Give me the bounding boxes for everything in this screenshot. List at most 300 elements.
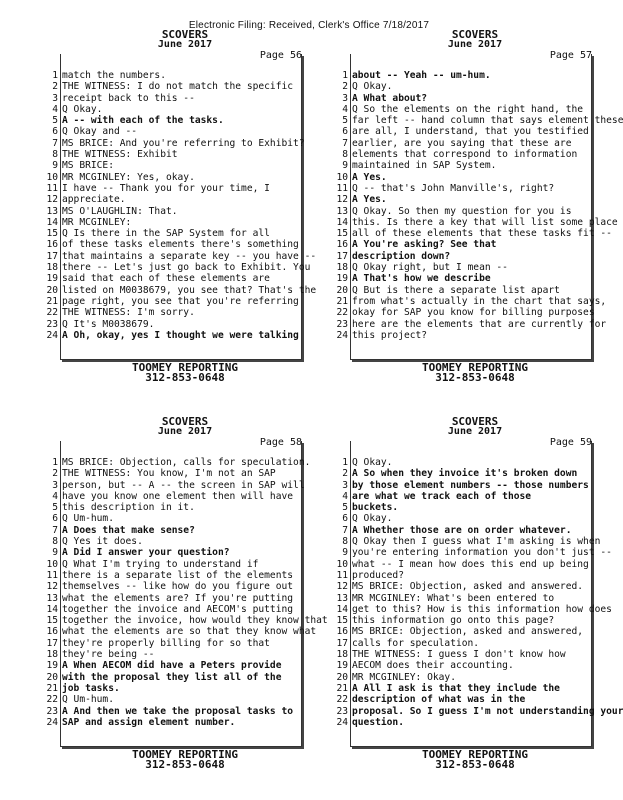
transcript-lines [336, 457, 623, 728]
transcript-line [336, 660, 595, 672]
transcript-line [46, 307, 305, 319]
transcript-line [336, 626, 595, 638]
transcript-line [342, 81, 595, 93]
reporter-name: TOOMEY REPORTING [132, 361, 238, 374]
line-number: 4 [52, 490, 58, 502]
reporter-name: TOOMEY REPORTING [422, 748, 528, 761]
transcript-line [336, 239, 595, 251]
transcript-line [336, 558, 595, 570]
line-number: 6 [52, 126, 58, 138]
line-number: 20 [46, 671, 58, 683]
transcript-line [52, 149, 305, 161]
line-number: 24 [46, 716, 58, 728]
transcript-line [336, 295, 607, 307]
line-text: proposal. So I guess I'm not understanding your [352, 705, 623, 717]
line-text: A Did I answer your question? [62, 547, 230, 559]
line-text: that maintains a separate key -- you have -- [62, 250, 317, 262]
line-number: 2 [342, 81, 348, 93]
line-number: 17 [336, 250, 348, 262]
page-number: Page 59 [549, 437, 592, 448]
line-text: you're entering information you don't just -- [352, 547, 612, 559]
line-number: 3 [52, 479, 58, 491]
line-text: are what we track each of those [352, 490, 532, 502]
transcript-line [52, 547, 305, 559]
line-number: 18 [336, 262, 348, 274]
line-number: 4 [342, 490, 348, 502]
line-number: 10 [46, 171, 58, 183]
line-text: A You're asking? See that [352, 239, 497, 251]
line-text: I have -- Thank you for your time, I [62, 182, 270, 194]
line-number: 19 [336, 660, 348, 672]
line-number: 15 [46, 228, 58, 240]
line-text: MS BRICE: [62, 160, 114, 172]
transcript-line [52, 502, 305, 514]
transcript-line [342, 536, 601, 548]
page-number: Page 56 [259, 50, 302, 61]
line-text: from what's actually in the chart that says, [352, 295, 607, 307]
line-text: okay for SAP you know for billing purposes [352, 307, 595, 319]
transcript-line [342, 524, 595, 536]
line-text: buckets. [352, 502, 399, 514]
line-number: 14 [336, 216, 348, 228]
page-number: Page 57 [549, 50, 592, 61]
line-number: 14 [46, 216, 58, 228]
transcript-line [46, 671, 305, 683]
line-number: 21 [46, 682, 58, 694]
line-text: match the numbers. [62, 70, 166, 81]
transcript-line [46, 581, 305, 593]
line-number: 7 [52, 524, 58, 536]
line-number: 3 [342, 479, 348, 491]
line-number: 15 [46, 615, 58, 627]
line-number: 16 [46, 239, 58, 251]
line-text: of these tasks elements there's something [62, 239, 299, 251]
line-text: MS BRICE: Objection, asked and answered, [352, 626, 584, 638]
transcript-line [342, 126, 595, 138]
transcript-line [336, 603, 612, 615]
line-text: Q Yes it does. [62, 536, 143, 548]
deponent-name: SCOVERS [161, 28, 209, 41]
line-text: question. [352, 716, 404, 728]
transcript-line [342, 479, 595, 491]
line-text: Q Okay. [352, 81, 393, 93]
line-text: this description in it. [62, 502, 195, 514]
transcript-line [52, 81, 305, 93]
line-number: 12 [336, 194, 348, 206]
transcript-line [342, 137, 595, 149]
transcript-line [46, 284, 317, 296]
line-text: Q It's M0038679. [62, 318, 155, 330]
transcript-line [46, 205, 305, 217]
line-number: 22 [336, 307, 348, 319]
transcript-line [336, 581, 595, 593]
transcript-page-1 [46, 28, 317, 384]
line-text: description of what was in the [352, 694, 526, 706]
line-number: 17 [336, 637, 348, 649]
deponent-name: SCOVERS [161, 415, 209, 428]
transcript-line [52, 457, 311, 468]
line-number: 2 [52, 81, 58, 93]
line-number: 24 [336, 716, 348, 728]
line-number: 9 [52, 547, 58, 559]
line-text: Q Is there in the SAP System for all [62, 228, 270, 240]
line-text: maintained in SAP System. [352, 160, 497, 172]
transcript-line [46, 569, 305, 581]
line-text: MR MCGINLEY: [62, 216, 132, 228]
line-number: 13 [336, 205, 348, 217]
line-number: 23 [336, 318, 348, 330]
transcript-line [52, 468, 305, 480]
transcript-line [342, 513, 595, 525]
line-text: Q Okay then I guess what I'm asking is when [352, 536, 601, 548]
line-number: 19 [46, 660, 58, 672]
line-number: 11 [336, 569, 348, 581]
line-number: 16 [336, 626, 348, 638]
transcript-line [52, 479, 305, 491]
transcript-line [336, 716, 595, 728]
line-number: 11 [46, 182, 58, 194]
transcript-line [46, 228, 305, 240]
line-text: elements that correspond to information [352, 149, 578, 161]
transcript-line [46, 329, 305, 341]
line-number: 17 [46, 250, 58, 262]
line-number: 13 [46, 592, 58, 604]
line-text: together the invoice, how would they know that [62, 615, 328, 627]
transcript-line [342, 160, 595, 172]
line-text: A -- with each of the tasks. [62, 115, 224, 127]
reporter-footer [60, 363, 310, 383]
line-number: 4 [52, 103, 58, 115]
transcript-line [342, 468, 595, 480]
line-text: with the proposal they list all of the [62, 671, 282, 683]
transcript-line [336, 284, 595, 296]
transcript-line [52, 490, 305, 502]
page-number: Page 58 [259, 437, 302, 448]
line-number: 20 [336, 284, 348, 296]
line-number: 9 [52, 160, 58, 172]
line-text: Q What I'm trying to understand if [62, 558, 259, 570]
line-text: A Oh, okay, yes I thought we were talking [62, 329, 299, 341]
transcript-line [336, 705, 623, 717]
transcript-line [336, 182, 595, 194]
line-text: MS BRICE: And you're referring to Exhibit? [62, 137, 305, 149]
line-text: page right, you see that you're referring [62, 295, 299, 307]
line-text: Q Okay right, but I mean -- [352, 262, 508, 274]
transcript-line [336, 649, 595, 661]
transcript-line [46, 694, 305, 706]
line-text: Q Okay. So then my question for you is [352, 205, 572, 217]
line-number: 19 [46, 273, 58, 285]
line-text: produced? [352, 569, 404, 581]
line-text: have you know one element then will have [62, 490, 294, 502]
line-number: 4 [342, 103, 348, 115]
line-number: 5 [342, 115, 348, 127]
line-number: 22 [46, 307, 58, 319]
transcript-line [52, 513, 305, 525]
line-text: THE WITNESS: Exhibit [62, 149, 178, 161]
transcript-line [342, 502, 595, 514]
transcript-line [46, 716, 305, 728]
transcript-line [46, 592, 305, 604]
transcript-line [336, 194, 595, 206]
line-number: 8 [342, 149, 348, 161]
line-text: listed on M0038679, you see that? That's the [62, 284, 317, 296]
line-text: A So when they invoice it's broken down [352, 468, 578, 480]
line-number: 22 [336, 694, 348, 706]
line-text: receipt back to this -- [62, 92, 195, 104]
line-number: 7 [342, 524, 348, 536]
line-number: 7 [52, 137, 58, 149]
line-text: this project? [352, 329, 428, 341]
line-text: what -- I mean how does this end up being [352, 558, 589, 570]
line-text: description down? [352, 250, 451, 262]
line-number: 10 [336, 558, 348, 570]
line-text: A Whether those are on order whatever. [352, 524, 572, 536]
line-text: MS BRICE: Objection, asked and answered. [352, 581, 584, 593]
transcript-line [46, 660, 305, 672]
transcript-line [342, 457, 595, 468]
line-number: 8 [342, 536, 348, 548]
transcript-line [46, 626, 317, 638]
transcript-line [342, 70, 595, 81]
line-number: 20 [46, 284, 58, 296]
transcript-line [342, 92, 595, 104]
line-text: MS O'LAUGHLIN: That. [62, 205, 178, 217]
deposition-date: June 2017 [157, 39, 213, 50]
transcript-line [336, 671, 595, 683]
reporter-name: TOOMEY REPORTING [422, 361, 528, 374]
line-text: Q Um-hum. [62, 694, 114, 706]
transcript-line [46, 318, 305, 330]
transcript-line [52, 524, 305, 536]
reporter-footer [350, 750, 600, 770]
line-number: 5 [342, 502, 348, 514]
line-text: appreciate. [62, 194, 126, 206]
line-text: this. Is there a key that will list some place [352, 216, 618, 228]
line-text: there -- Let's just go back to Exhibit. You [62, 262, 311, 274]
transcript-line [52, 70, 305, 81]
transcript-line [46, 273, 305, 285]
transcript-line [342, 149, 595, 161]
reporter-phone: 312-853-0648 [145, 371, 225, 384]
line-text: Q Okay. [352, 513, 393, 525]
transcript-line [46, 649, 305, 661]
line-number: 6 [342, 513, 348, 525]
line-text: A And then we take the proposal tasks to [62, 705, 294, 717]
transcript-page-4 [336, 415, 623, 771]
line-number: 13 [336, 592, 348, 604]
line-number: 14 [336, 603, 348, 615]
line-number: 14 [46, 603, 58, 615]
transcript-line [46, 194, 305, 206]
line-number: 12 [336, 581, 348, 593]
line-number: 8 [52, 536, 58, 548]
line-text: A All I ask is that they include the [352, 682, 560, 694]
transcript-line [52, 92, 305, 104]
line-text: Q Um-hum. [62, 513, 114, 525]
line-text: this information go onto this page? [352, 615, 555, 627]
line-text: they're properly billing for so that [62, 637, 270, 649]
transcript-line [336, 615, 595, 627]
line-text: here are the elements that are currently for [352, 318, 607, 330]
line-text: A What about? [352, 92, 428, 104]
line-text: all of these elements that these tasks fit -- [352, 228, 612, 240]
transcript-line [336, 329, 595, 341]
line-number: 21 [336, 682, 348, 694]
transcript-line [46, 262, 311, 274]
line-number: 5 [52, 502, 58, 514]
transcript-line [52, 126, 305, 138]
line-text: Q Okay. [62, 103, 103, 115]
line-text: person, but -- A -- the screen in SAP will [62, 479, 305, 491]
deposition-date: June 2017 [447, 39, 503, 50]
reporter-phone: 312-853-0648 [435, 758, 515, 771]
line-text: Q -- that's John Manville's, right? [352, 182, 555, 194]
line-number: 2 [52, 468, 58, 480]
transcript-line [336, 205, 595, 217]
line-number: 1 [342, 70, 348, 81]
transcript-line [336, 694, 595, 706]
line-text: Q Okay. [352, 457, 393, 468]
line-number: 22 [46, 694, 58, 706]
line-number: 16 [46, 626, 58, 638]
filing-header: Electronic Filing: Received, Clerk's Office 7/18/2017 [188, 20, 430, 31]
line-number: 1 [52, 70, 58, 81]
line-text: THE WITNESS: I do not match the specific [62, 81, 294, 93]
line-text: themselves -- like how do you figure out [62, 581, 294, 593]
line-number: 1 [52, 457, 58, 468]
line-text: calls for speculation. [352, 637, 480, 649]
line-number: 24 [46, 329, 58, 341]
line-number: 23 [46, 705, 58, 717]
transcript-line [336, 307, 595, 319]
transcript-line [342, 490, 595, 502]
line-text: get to this? How is this information how does [352, 603, 612, 615]
reporter-footer [350, 363, 600, 383]
line-number: 7 [342, 137, 348, 149]
transcript-line [46, 295, 305, 307]
line-number: 19 [336, 273, 348, 285]
line-text: together the invoice and AECOM's putting [62, 603, 294, 615]
transcript-line [46, 603, 305, 615]
line-text: MS BRICE: Objection, calls for speculation. [62, 457, 311, 468]
line-number: 23 [336, 705, 348, 717]
deposition-date: June 2017 [157, 426, 213, 437]
line-text: MR MCGINLEY: Yes, okay. [62, 171, 195, 183]
transcript-line [46, 216, 305, 228]
line-text: said that each of these elements are [62, 273, 270, 285]
line-number: 8 [52, 149, 58, 161]
transcript-line [336, 216, 618, 228]
line-text: there is a separate list of the elements [62, 569, 294, 581]
deponent-name: SCOVERS [451, 415, 499, 428]
line-text: A Yes. [352, 194, 387, 206]
transcript-lines [336, 70, 623, 341]
transcript-line [336, 250, 595, 262]
line-number: 11 [46, 569, 58, 581]
transcript-line [336, 171, 595, 183]
transcript-line [46, 705, 305, 717]
transcript-line [52, 115, 305, 127]
transcript-line [52, 103, 305, 115]
reporter-phone: 312-853-0648 [145, 758, 225, 771]
line-number: 23 [46, 318, 58, 330]
transcript-line [46, 239, 305, 251]
line-number: 13 [46, 205, 58, 217]
transcript-line [336, 273, 595, 285]
line-text: they're being -- [62, 649, 155, 661]
line-text: Q So the elements on the right hand, the [352, 103, 584, 115]
reporter-phone: 312-853-0648 [435, 371, 515, 384]
transcript-line [336, 569, 595, 581]
line-text: MR MCGINLEY: Okay. [352, 671, 456, 683]
transcript-line [336, 262, 595, 274]
line-number: 12 [46, 581, 58, 593]
transcript-line [342, 115, 623, 127]
line-text: are all, I understand, that you testified [352, 126, 589, 138]
transcript-line [46, 637, 305, 649]
line-number: 17 [46, 637, 58, 649]
transcript-line [46, 182, 305, 194]
transcript-line [46, 558, 305, 570]
line-number: 15 [336, 615, 348, 627]
line-text: by those element numbers -- those numbers [352, 479, 589, 491]
line-number: 16 [336, 239, 348, 251]
transcript-line [52, 536, 305, 548]
line-number: 5 [52, 115, 58, 127]
line-text: what the elements are? If you're putting [62, 592, 294, 604]
line-number: 18 [336, 649, 348, 661]
line-number: 10 [46, 558, 58, 570]
reporter-name: TOOMEY REPORTING [132, 748, 238, 761]
line-number: 21 [46, 295, 58, 307]
line-number: 18 [46, 262, 58, 274]
line-text: Q But is there a separate list apart [352, 284, 560, 296]
line-number: 11 [336, 182, 348, 194]
line-number: 3 [342, 92, 348, 104]
transcript-line [52, 137, 305, 149]
line-text: A Does that make sense? [62, 524, 195, 536]
line-number: 15 [336, 228, 348, 240]
line-text: about -- Yeah -- um-hum. [352, 70, 491, 81]
line-number: 3 [52, 92, 58, 104]
line-text: Q Okay and -- [62, 126, 138, 138]
line-text: THE WITNESS: You know, I'm not an SAP [62, 468, 276, 480]
line-text: MR MCGINLEY: What's been entered to [352, 592, 555, 604]
line-text: A Yes. [352, 171, 387, 183]
line-text: THE WITNESS: I guess I don't know how [352, 649, 566, 661]
line-number: 2 [342, 468, 348, 480]
line-text: THE WITNESS: I'm sorry. [62, 307, 195, 319]
line-number: 18 [46, 649, 58, 661]
transcript-line [46, 615, 328, 627]
transcript-line [336, 637, 595, 649]
transcript-line [342, 103, 595, 115]
line-text: job tasks. [62, 682, 120, 694]
line-number: 12 [46, 194, 58, 206]
line-number: 1 [342, 457, 348, 468]
line-number: 9 [342, 547, 348, 559]
line-number: 6 [52, 513, 58, 525]
deponent-name: SCOVERS [451, 28, 499, 41]
line-text: AECOM does their accounting. [352, 660, 514, 672]
transcript-line [336, 318, 607, 330]
transcript-line [336, 592, 595, 604]
line-number: 9 [342, 160, 348, 172]
transcript-page-2 [336, 28, 623, 384]
transcript-line [52, 160, 305, 172]
line-number: 6 [342, 126, 348, 138]
